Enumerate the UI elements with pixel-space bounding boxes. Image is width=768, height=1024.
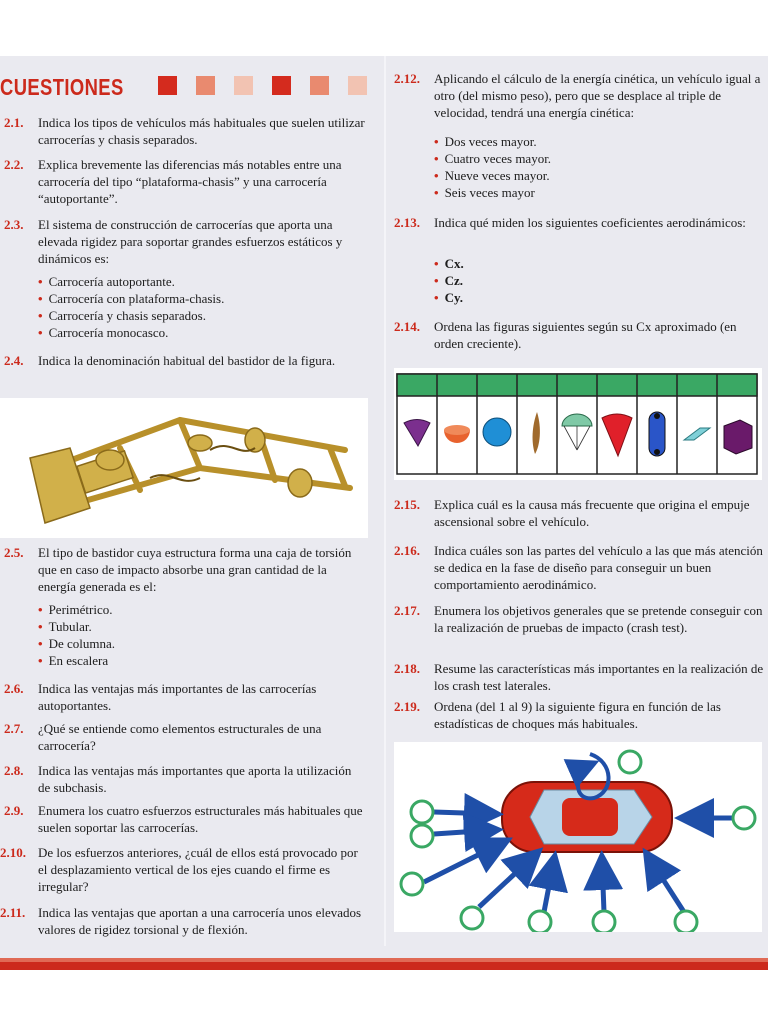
question-number: 2.5.	[4, 545, 24, 560]
question-number: 2.15.	[394, 497, 420, 512]
column-divider	[384, 56, 386, 946]
aerodynamic-shapes-grid	[394, 368, 762, 480]
question-number: 2.16.	[394, 543, 420, 558]
question	[4, 720, 366, 754]
option-item: • De columna.	[38, 636, 115, 651]
decor-square	[158, 76, 177, 95]
question-number: 2.13.	[394, 215, 420, 230]
question	[394, 698, 764, 732]
section-title: CUESTIONES	[0, 74, 124, 100]
option-item: • Nueve veces mayor.	[434, 168, 550, 183]
shapes-grid-figure	[394, 368, 762, 480]
question	[394, 496, 764, 530]
question	[4, 762, 366, 796]
option-item: • Perimétrico.	[38, 602, 113, 617]
question-number: 2.8.	[4, 763, 24, 778]
car-image	[502, 782, 672, 852]
question-number: 2.7.	[4, 721, 24, 736]
question-text: Indica las ventajas más importantes de las carrocerías autoportantes.	[38, 681, 317, 713]
question-text: ¿Qué se entiende como elementos estructurales de una carrocería?	[38, 721, 322, 753]
question-number: 2.1.	[4, 115, 24, 130]
question	[394, 214, 764, 231]
option-item: • Cuatro veces mayor.	[434, 151, 552, 166]
question-number: 2.12.	[394, 71, 420, 86]
question-text: Indica qué miden los siguientes coeficientes aerodinámicos:	[434, 215, 746, 230]
question-number: 2.2.	[4, 157, 24, 172]
question	[4, 544, 366, 595]
option-item: • Dos veces mayor.	[434, 134, 537, 149]
question-text: Enumera los cuatro esfuerzos estructurales más habituales que suelen soportar las carrocerías.	[38, 803, 363, 835]
question-text: Indica cuáles son las partes del vehículo a las que más atención se dedica en la fase de diseño para conseguir un buen comportamiento aerodinámico.	[434, 543, 763, 592]
question-text: Explica cuál es la causa más frecuente que origina el empuje ascensional sobre el vehículo.	[434, 497, 750, 529]
question	[4, 680, 366, 714]
question-number: 2.17.	[394, 603, 420, 618]
question-number: 2.6.	[4, 681, 24, 696]
option-item: • Carrocería autoportante.	[38, 274, 175, 289]
decor-square	[310, 76, 329, 95]
question-text: Aplicando el cálculo de la energía cinética, un vehículo igual a otro (del mismo peso), pero que se desplace al triple de velocidad, tendrá una energía cinética:	[434, 71, 761, 120]
question	[4, 156, 366, 207]
question-number: 2.9.	[4, 803, 24, 818]
decor-square	[272, 76, 291, 95]
question	[394, 660, 764, 694]
document-page	[0, 56, 768, 966]
option-item: • Carrocería y chasis separados.	[38, 308, 206, 323]
question	[0, 904, 366, 938]
footer-bar	[0, 962, 768, 970]
decor-square	[348, 76, 367, 95]
question	[394, 70, 764, 121]
option-item: • Cz.	[434, 273, 463, 288]
question-text: Enumera los objetivos generales que se pretende conseguir con la realización de pruebas de impacto (crash test).	[434, 603, 763, 635]
question-text: El sistema de construcción de carrocerías que aporta una elevada rigidez para soportar grandes esfuerzos estáticos y dinámicos es:	[38, 217, 343, 266]
question	[4, 216, 366, 267]
option-item: • Seis veces mayor	[434, 185, 535, 200]
option-item: • Cx.	[434, 256, 464, 271]
option-item: • Cy.	[434, 290, 463, 305]
question	[394, 318, 764, 352]
question-number: 2.11.	[0, 905, 26, 920]
option-item: • Carrocería monocasco.	[38, 325, 169, 340]
option-item: • En escalera	[38, 653, 109, 668]
question	[0, 844, 366, 895]
section-header	[0, 74, 380, 104]
question	[394, 602, 764, 636]
decor-square	[234, 76, 253, 95]
question-text: Indica la denominación habitual del bastidor de la figura.	[38, 353, 336, 368]
decor-square	[196, 76, 215, 95]
question	[4, 114, 366, 148]
chassis-figure	[0, 398, 368, 538]
ladder-frame-image	[0, 398, 368, 538]
question-number: 2.3.	[4, 217, 24, 232]
question-text: El tipo de bastidor cuya estructura forma una caja de torsión que en caso de impacto absorbe una gran cantidad de la energía generada es el:	[38, 545, 352, 594]
question-text: Indica los tipos de vehículos más habituales que suelen utilizar carrocerías y chasis separados.	[38, 115, 365, 147]
question-number: 2.4.	[4, 353, 24, 368]
question-text: Ordena las figuras siguientes según su Cx aproximado (en orden creciente).	[434, 319, 737, 351]
question	[4, 352, 366, 369]
question-text: Explica brevemente las diferencias más notables entre una carrocería del tipo “plataforma-chasis” y una carrocería “autoportante”.	[38, 157, 342, 206]
question-text: Indica las ventajas que aportan a una carrocería unos elevados valores de rigidez torsional y de flexión.	[38, 905, 362, 937]
crash-directions-figure	[394, 742, 762, 932]
question-number: 2.10.	[0, 845, 26, 860]
option-item: • Carrocería con plataforma-chasis.	[38, 291, 225, 306]
question-number: 2.14.	[394, 319, 420, 334]
question-text: Ordena (del 1 al 9) la siguiente figura en función de las estadísticas de choques más habituales.	[434, 699, 721, 731]
question	[4, 802, 366, 836]
option-item: • Tubular.	[38, 619, 92, 634]
question-number: 2.18.	[394, 661, 420, 676]
question-text: Resume las características más importantes en la realización de los crash test laterales.	[434, 661, 764, 693]
question	[394, 542, 764, 593]
question-text: Indica las ventajas más importantes que aporta la utilización de subchasis.	[38, 763, 352, 795]
question-number: 2.19.	[394, 699, 420, 714]
question-text: De los esfuerzos anteriores, ¿cuál de ellos está provocado por el desplazamiento vertical de los ejes cuando el firme es irregular?	[38, 845, 358, 894]
crash-diagram	[394, 742, 762, 932]
